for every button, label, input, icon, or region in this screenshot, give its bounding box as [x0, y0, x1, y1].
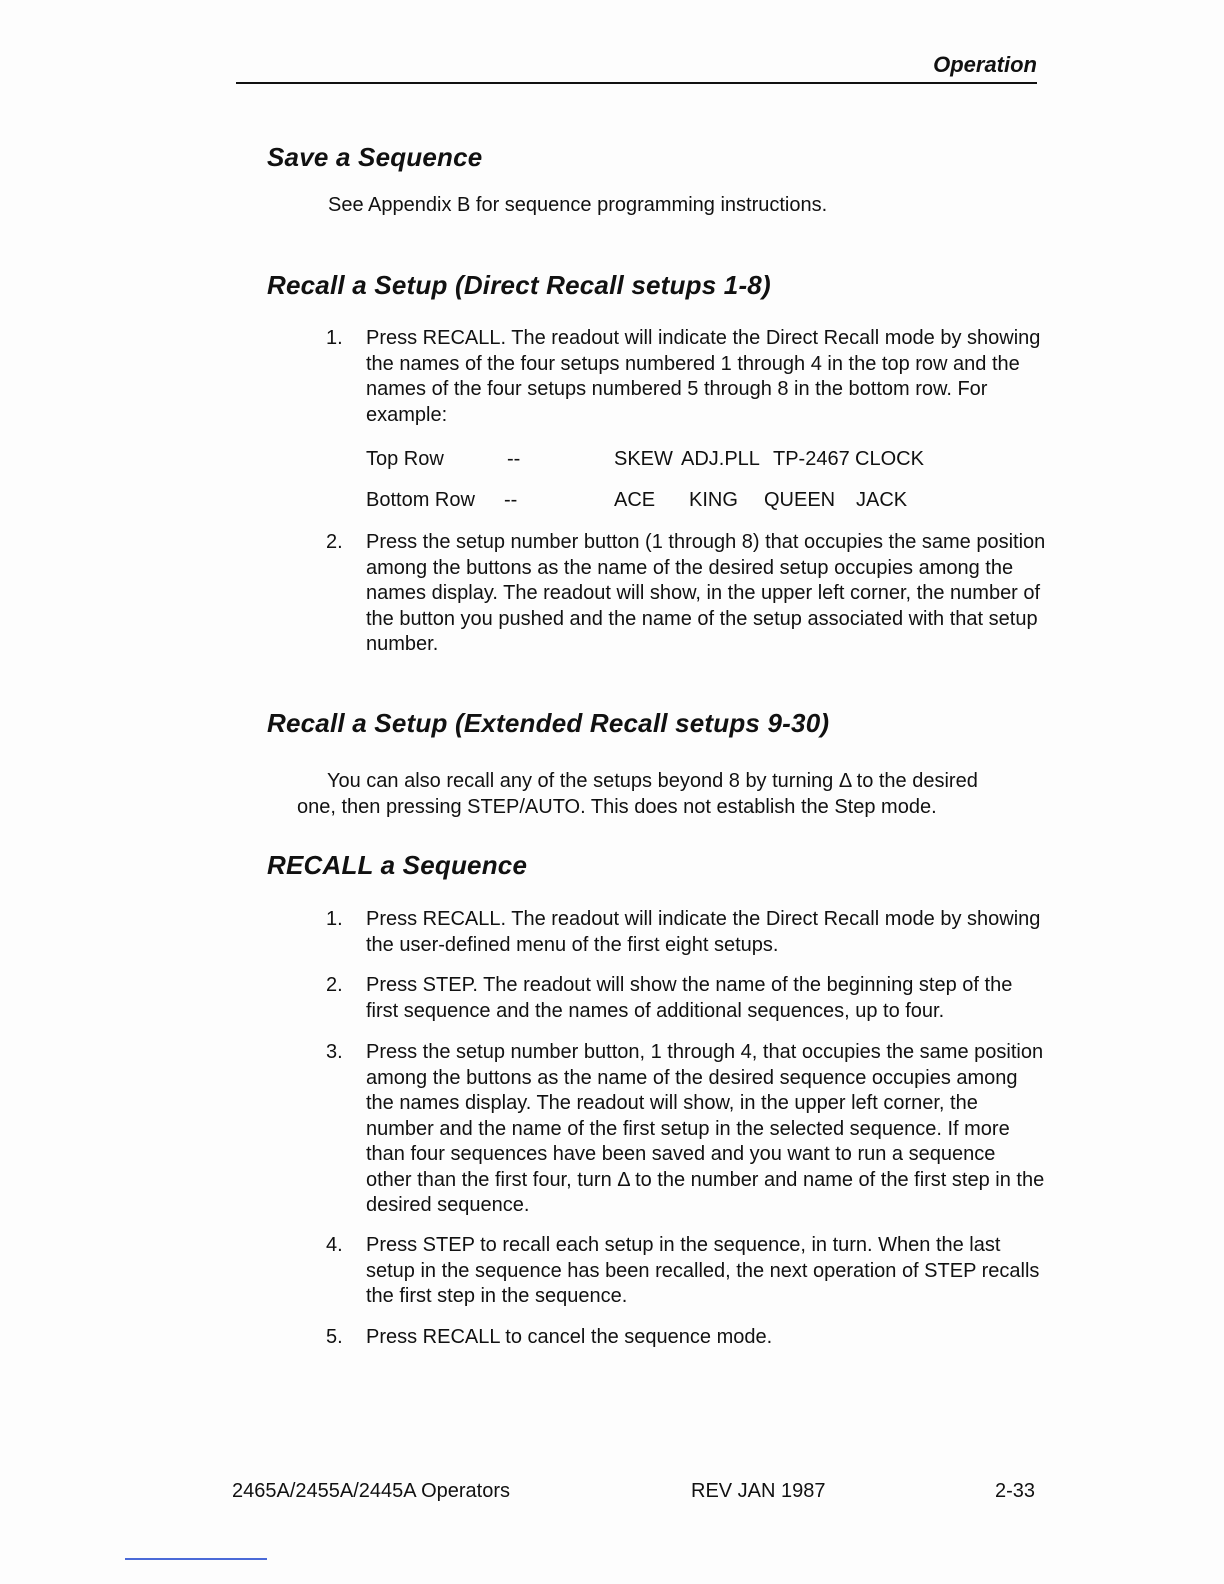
setup-name: JACK — [856, 489, 908, 511]
list-item — [326, 1233, 1046, 1310]
step-text: Press STEP. The readout will show the name of the beginning step of the first sequence and the names of additional sequences, up to four. — [366, 974, 1013, 1022]
example-row-label: Bottom Row — [366, 489, 475, 511]
extended-recall-line-1: You can also recall any of the setups beyond 8 by turning Δ to the desired — [327, 770, 978, 792]
header-rule — [236, 82, 1037, 84]
setup-name: SKEW — [614, 448, 673, 470]
extended-recall-line-2: one, then pressing STEP/AUTO. This does not establish the Step mode. — [297, 796, 937, 818]
step-text: Press STEP to recall each setup in the sequence, in turn. When the last setup in the sequence has been recalled, the next operation of STEP recalls the first step in the sequence. — [366, 1234, 1040, 1307]
example-row-dash: -- — [504, 489, 518, 511]
setup-name: TP-2467 — [773, 448, 850, 470]
step-text: Press the setup number button, 1 through 4, that occupies the same position among the buttons as the name of the desired sequence occupies among the names display. The readout will show, in the upper left corner, the number and the name of the first setup in the selected sequence. If more than four sequences have been saved and you want to run a sequence other than the first four, turn Δ to the number and name of the first step in the desired sequence. — [366, 1041, 1045, 1216]
setup-name: KING — [689, 489, 738, 511]
heading-direct-recall: Recall a Setup (Direct Recall setups 1-8) — [267, 270, 771, 300]
step-number: 5. — [326, 1326, 343, 1348]
list-item — [326, 907, 1046, 958]
step-number: 2. — [326, 974, 343, 996]
heading-recall-sequence: RECALL a Sequence — [267, 850, 528, 880]
step-number: 4. — [326, 1234, 343, 1256]
step-number: 1. — [326, 908, 343, 930]
setup-name: ADJ.PLL — [681, 448, 760, 470]
step-text: Press RECALL. The readout will indicate the Direct Recall mode by showing the user-defined menu of the first eight setups. — [366, 908, 1041, 956]
step-text: Press the setup number button (1 through 8) that occupies the same position among the buttons as the name of the desired setup occupies among the names display. The readout will show, in the upper left corner, the number of the button you pushed and the name of the setup associated with that setup number. — [366, 531, 1046, 655]
example-row-label: Top Row — [366, 448, 444, 470]
setup-name: CLOCK — [855, 448, 924, 470]
footer-revision: REV JAN 1987 — [691, 1480, 826, 1502]
step-number: 2. — [326, 531, 343, 553]
list-item — [326, 530, 1046, 658]
step-number: 3. — [326, 1041, 343, 1063]
running-header: Operation — [933, 52, 1037, 77]
list-item — [326, 973, 1046, 1024]
list-item — [326, 1040, 1046, 1219]
list-item — [326, 326, 1046, 428]
step-text: Press RECALL. The readout will indicate the Direct Recall mode by showing the names of the four setups numbered 1 through 4 in the top row and the names of the four setups numbered 5 through 8 in the bottom row. For example: — [366, 327, 1041, 426]
step-text: Press RECALL to cancel the sequence mode. — [366, 1326, 773, 1348]
setup-name: ACE — [614, 489, 656, 511]
step-number: 1. — [326, 327, 343, 349]
heading-extended-recall: Recall a Setup (Extended Recall setups 9-30) — [267, 708, 830, 738]
heading-save-sequence: Save a Sequence — [267, 142, 483, 172]
example-row-dash: -- — [507, 448, 521, 470]
footer-manual-title: 2465A/2455A/2445A Operators — [232, 1480, 510, 1502]
setup-name: QUEEN — [764, 489, 836, 511]
list-item — [326, 1325, 1046, 1351]
scan-artifact-line — [125, 1558, 267, 1560]
footer-page-number: 2-33 — [994, 1480, 1035, 1502]
save-sequence-paragraph: See Appendix B for sequence programming instructions. — [328, 194, 828, 216]
